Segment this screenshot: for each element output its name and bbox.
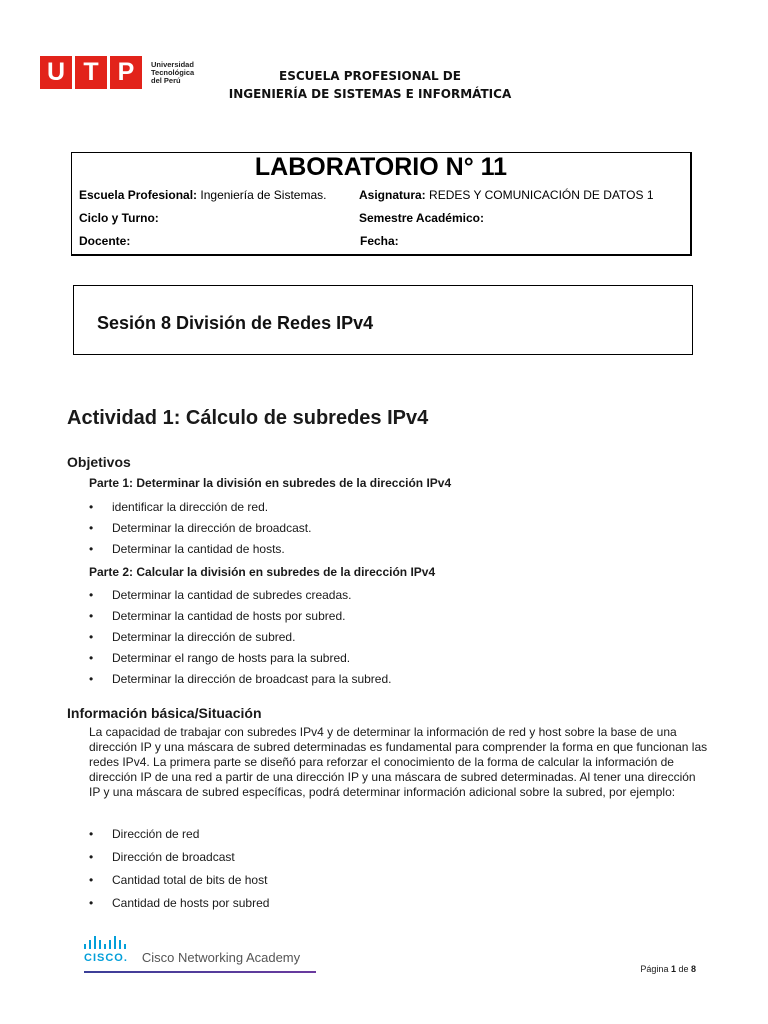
lab-info-box <box>71 152 692 256</box>
activity-title: Actividad 1: Cálculo de subredes IPv4 <box>67 407 429 429</box>
page-of: de <box>675 964 691 974</box>
list-item: • Determinar la dirección de broadcast. <box>89 521 311 542</box>
academy-name: Cisco Networking Academy <box>141 950 301 965</box>
footer-divider <box>84 971 316 973</box>
cisco-networking-academy-logo <box>84 935 316 973</box>
school-line-1: ESCUELA PROFESIONAL DE <box>279 69 461 83</box>
docente-label: Docente: <box>79 234 131 248</box>
page-label: Página <box>640 964 671 974</box>
list-item: • Dirección de red <box>89 827 269 850</box>
logo-letter-u: U <box>40 56 72 89</box>
utp-logo <box>40 56 194 89</box>
asignatura-value: REDES Y COMUNICACIÓN DE DATOS 1 <box>425 188 654 202</box>
list-item: • Determinar la cantidad de hosts. <box>89 542 311 563</box>
logo-text-line: Universidad <box>151 59 194 69</box>
lab-title: LABORATORIO N° 11 <box>254 153 508 181</box>
logo-letter-p: P <box>110 56 142 89</box>
escuela-label: Escuela Profesional: <box>79 188 198 202</box>
asignatura-label: Asignatura: <box>359 188 426 202</box>
part1-list <box>89 500 311 563</box>
page-number <box>640 964 696 974</box>
semestre-label: Semestre Académico: <box>359 211 484 225</box>
session-box <box>73 285 693 355</box>
docente-field <box>79 234 130 248</box>
escuela-value: Ingeniería de Sistemas. <box>197 188 327 202</box>
logo-text-line: Tecnológica <box>151 67 195 77</box>
logo-text-line: del Perú <box>151 75 181 85</box>
school-line-2: INGENIERÍA DE SISTEMAS E INFORMÁTICA <box>228 87 512 101</box>
semestre-field <box>359 211 484 225</box>
background-list <box>89 827 269 919</box>
logo-university-name <box>151 61 194 85</box>
page-current: 1 <box>670 964 676 974</box>
logo-letter-t: T <box>75 56 107 89</box>
session-title: Sesión 8 División de Redes IPv4 <box>97 313 374 333</box>
list-item: • Determinar la dirección de broadcast para la subred. <box>89 672 391 693</box>
ciclo-field <box>79 211 159 225</box>
cisco-bars-icon <box>84 935 316 949</box>
list-item: • Determinar la cantidad de subredes creadas. <box>89 588 391 609</box>
background-heading: Información básica/Situación <box>67 705 262 721</box>
list-item: • Determinar la dirección de subred. <box>89 630 391 651</box>
part1-title: Parte 1: Determinar la división en subredes de la dirección IPv4 <box>89 476 452 490</box>
list-item: • Determinar el rango de hosts para la subred. <box>89 651 391 672</box>
objectives-heading: Objetivos <box>67 454 131 470</box>
list-item: • identificar la dirección de red. <box>89 500 311 521</box>
escuela-field <box>79 188 326 202</box>
asignatura-field <box>359 188 654 202</box>
background-paragraph: La capacidad de trabajar con subredes IPv4 y de determinar la información de red y host sobre la base de una dirección IP y una máscara de subred determinadas es fundamental para comprender la forma en que funcionan las redes IPv4. La primera parte se diseñó para reforzar el conocimiento de la forma de calcular la información de dirección IP de una red a partir de una dirección IP y una máscara de subred determinadas. Al tener una dirección IP y una máscara de subred específicas, podrá determinar información adicional sobre la subred, por ejemplo: <box>89 725 708 799</box>
list-item: • Determinar la cantidad de hosts por subred. <box>89 609 391 630</box>
ciclo-label: Ciclo y Turno: <box>79 211 159 225</box>
list-item: • Dirección de broadcast <box>89 850 269 873</box>
school-header <box>205 67 535 103</box>
part2-list <box>89 588 391 693</box>
fecha-label: Fecha: <box>360 234 399 248</box>
cisco-wordmark: CISCO. <box>84 951 128 964</box>
list-item: • Cantidad total de bits de host <box>89 873 269 896</box>
fecha-field <box>360 234 399 248</box>
page-total: 8 <box>690 964 696 974</box>
part2-title: Parte 2: Calcular la división en subredes de la dirección IPv4 <box>89 565 436 579</box>
list-item: • Cantidad de hosts por subred <box>89 896 269 919</box>
